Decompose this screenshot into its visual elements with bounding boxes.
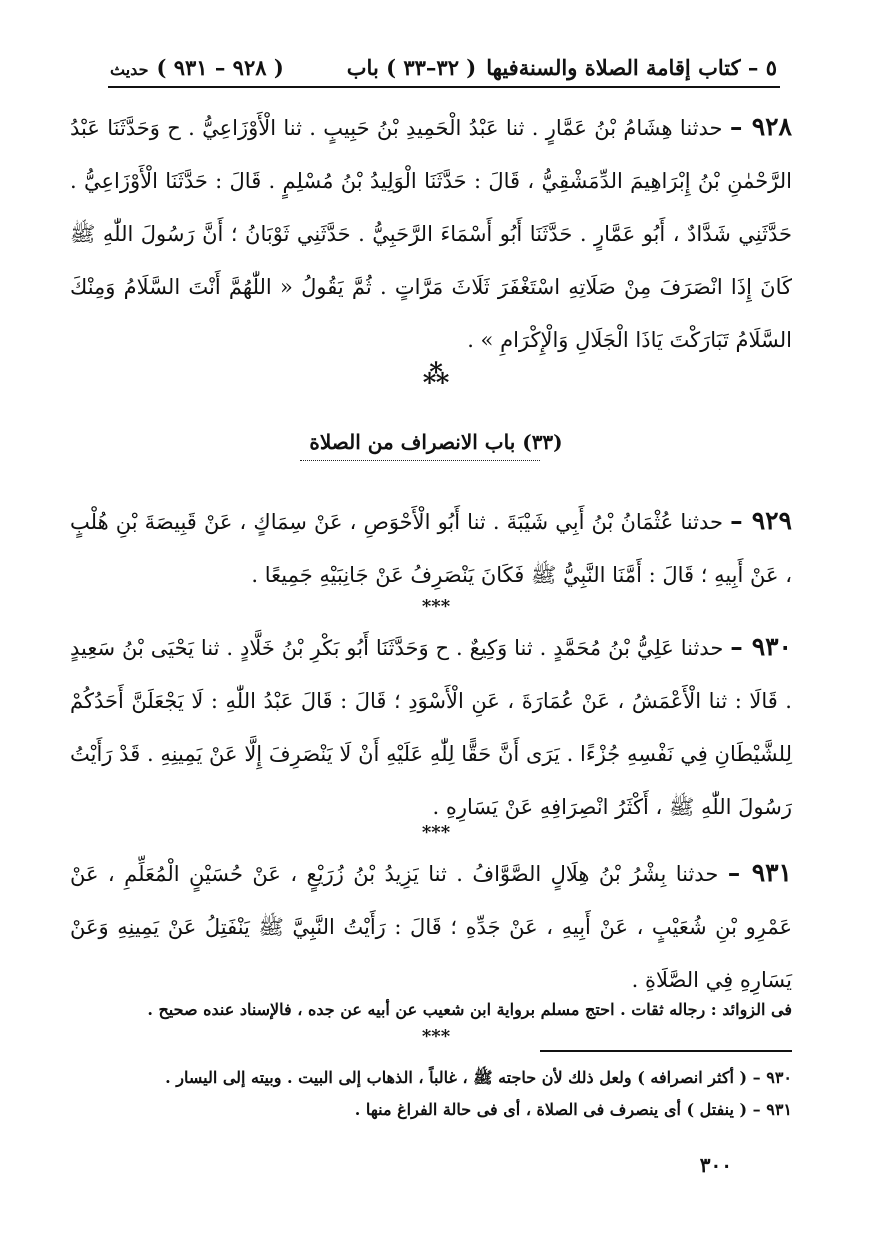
footnote-931: ٩٣١ – ( ينفتل ) أى ينصرف فى الصلاة ، أى فى حالة الفراغ منها . <box>354 1100 792 1119</box>
footnote-rule <box>540 1050 792 1052</box>
header-book-title <box>347 55 777 80</box>
header-hadith-label: حديث <box>110 60 149 79</box>
hadith-text: حدثنا عَلِيُّ بْنُ مُحَمَّدٍ . ثنا وَكِيعٌ . ح وَحَدَّثَنَا أَبُو بَكْرِ بْنُ خَلَّادٍ . ثنا يَحْيَى بْنُ سَعِيدٍ . قَالَا : ثنا الْأَعْمَشُ ، عَنْ عُمَارَةَ ، عَنِ الْأَسْوَدِ ؛ قَالَ : قَالَ عَبْدُ اللّٰهِ : لَا يَجْعَلَنَّ أَحَدُكُمْ لِلشَّيْطَانِ فِي نَفْسِهِ جُزْءًا . يَرَى أَنَّ حَقًّا لِلّٰهِ عَلَيْهِ أَنْ لَا يَنْصَرِفَ إِلَّا عَنْ يَمِينِهِ . قَدْ رَأَيْتُ رَسُولَ اللّٰهِ ﷺ ، أَكْثَرُ انْصِرَافِهِ عَنْ يَسَارِهِ . <box>70 636 792 819</box>
header-chapters: ( ٣٢–٣٣ ) باب <box>346 55 477 80</box>
header-hadith-range <box>110 55 284 80</box>
running-header <box>110 40 777 80</box>
hadith-number: ٩٣٠ – <box>730 632 792 661</box>
hadith-931 <box>70 846 792 1007</box>
hadith-number: ٩٢٩ – <box>730 506 792 535</box>
hadith-text: حدثنا بِشْرُ بْنُ هِلَالٍ الصَّوَّافُ . ثنا يَزِيدُ بْنُ زُرَيْعٍ ، عَنْ حُسَيْنٍ الْمُعَلِّمِ ، عَنْ عَمْرِو بْنِ شُعَيْبٍ ، عَنْ أَبِيهِ ، عَنْ جَدِّهِ ؛ قَالَ : رَأَيْتُ النَّبِيَّ ﷺ يَنْفَتِلُ عَنْ يَمِينِهِ وَعَنْ يَسَارِهِ فِي الصَّلَاةِ . <box>70 862 792 992</box>
separator-stars: *** <box>421 1026 451 1047</box>
header-range: ( ٩٢٨ – ٩٣١ ) <box>156 55 284 80</box>
hadith-929 <box>70 494 792 602</box>
hadith-928 <box>70 100 792 367</box>
separator-stars: ⁂ <box>422 360 450 390</box>
hadith-number: ٩٢٨ – <box>729 112 792 141</box>
separator-stars: *** <box>421 596 451 617</box>
header-book: ٥ – كتاب إقامة الصلاة والسنةفيها <box>486 55 777 80</box>
hadith-text: حدثنا هِشَامُ بْنُ عَمَّارٍ . ثنا عَبْدُ الْحَمِيدِ بْنُ حَبِيبٍ . ثنا الْأَوْزَاعِيُّ . ح وَحَدَّثَنَا عَبْدُ الرَّحْمٰنِ بْنُ إِبْرَاهِيمَ الدِّمَشْقِيُّ ، قَالَ : حَدَّثَنَا الْوَلِيدُ بْنُ مُسْلِمٍ . قَالَ : حَدَّثَنَا الْأَوْزَاعِيُّ . حَدَّثَنِي شَدَّادٌ ، أَبُو عَمَّارٍ . حَدَّثَنَا أَبُو أَسْمَاءَ الرَّحَبِيُّ . حَدَّثَنِي ثَوْبَانُ ؛ أَنَّ رَسُولَ اللّٰهِ ﷺ كَانَ إِذَا انْصَرَفَ مِنْ صَلَاتِهِ اسْتَغْفَرَ ثَلَاثَ مَرَّاتٍ . ثُمَّ يَقُولُ « اللّٰهُمَّ أَنْتَ السَّلَامُ وَمِنْكَ السَّلَامُ تَبَارَكْتَ يَاذَا الْجَلَالِ وَالْإِكْرَامِ » . <box>70 116 792 352</box>
header-rule <box>108 86 780 88</box>
hadith-text: حدثنا عُثْمَانُ بْنُ أَبِي شَيْبَةَ . ثنا أَبُو الْأَحْوَصِ ، عَنْ سِمَاكٍ ، عَنْ قَبِيصَةَ بْنِ هُلْبٍ ، عَنْ أَبِيهِ ؛ قَالَ : أَمَّنَا النَّبِيُّ ﷺ فَكَانَ يَنْصَرِفُ عَنْ جَانِبَيْهِ جَمِيعًا . <box>70 510 792 587</box>
hadith-930 <box>70 620 792 834</box>
page-number: ٣٠٠ <box>699 1153 732 1177</box>
chapter-rule <box>300 460 540 461</box>
zawaid-note: فى الزوائد : رجاله ثقات . احتج مسلم برواية ابن شعيب عن أبيه عن جده ، فالإسناد عنده صحيح . <box>147 1000 792 1019</box>
separator-stars: *** <box>421 822 451 843</box>
hadith-number: ٩٣١ – <box>727 858 792 887</box>
chapter-title: (٣٣) باب الانصراف من الصلاة <box>309 430 563 454</box>
footnote-930: ٩٣٠ – ( أكثر انصرافه ) ولعل ذلك لأن حاجته ﷺ ، غالباً ، الذهاب إلى البيت . وبيته إلى اليسار . <box>165 1068 792 1087</box>
